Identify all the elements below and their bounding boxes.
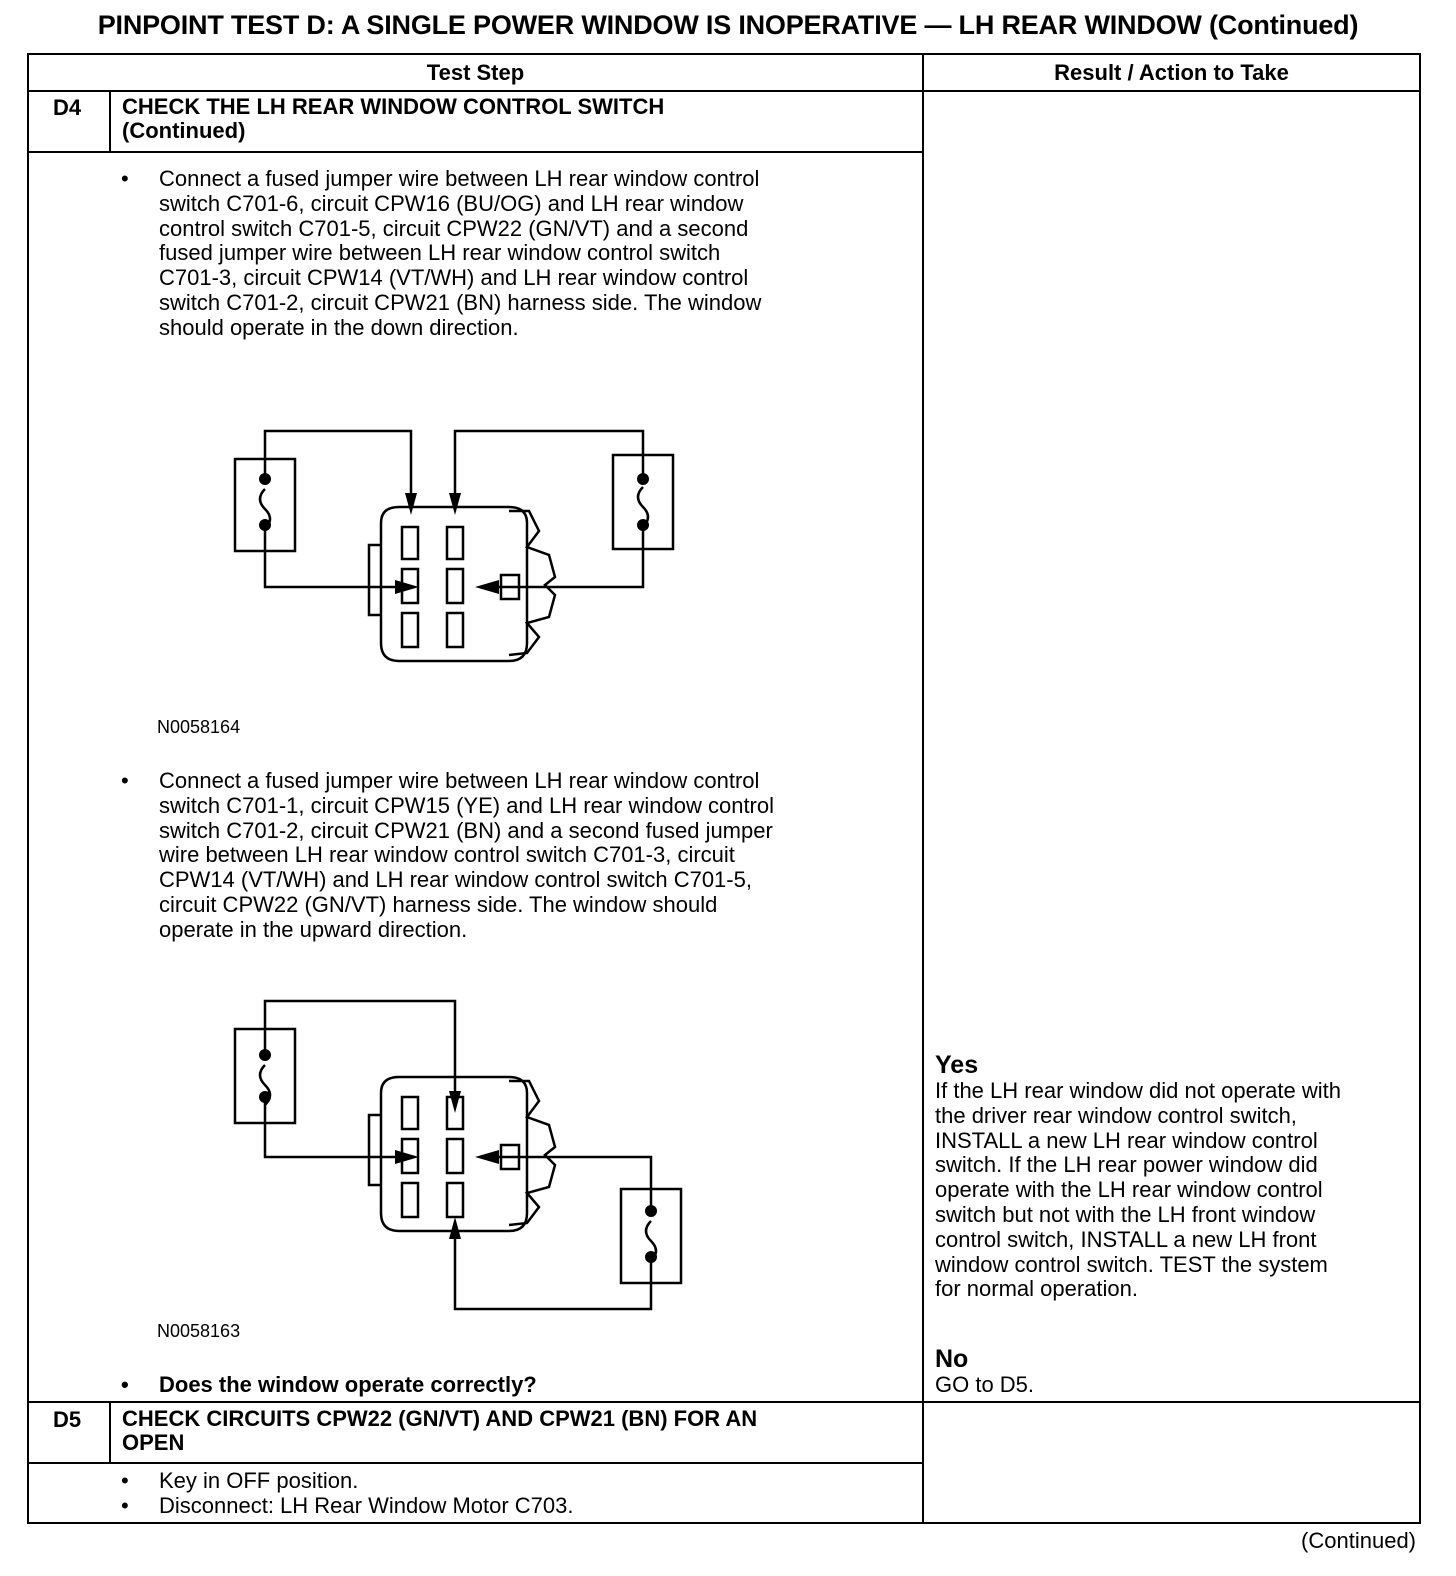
- d5-bullet-2: • Disconnect: LH Rear Window Motor C703.: [121, 1493, 574, 1518]
- bullet-marker: •: [121, 1372, 129, 1397]
- d5-title-divider: [29, 1462, 922, 1464]
- pinpoint-test-table: [27, 53, 1421, 1524]
- probe-arrow: [449, 1091, 461, 1113]
- id-column-divider: [109, 1402, 111, 1463]
- d4-title-divider: [29, 151, 922, 153]
- d4-result-yes: Yes If the LH rear window did not operate with the driver rear window control switch, INSTALL a new LH rear window control switch. If the LH rear power window did operate with the LH rear window control switch but not with the LH front window control switch, INSTALL a new LH front window control switch. TEST the system for normal operation.: [935, 1051, 1342, 1302]
- wiring-diagram-up: [209, 995, 709, 1315]
- figure-id-1: N0058164: [157, 717, 241, 737]
- wiring-diagram-down: [209, 415, 709, 675]
- column-divider: [922, 55, 924, 1522]
- d4-bullet-2: • Connect a fused jumper wire between LH rear window control switch C701-1, circuit CPW15 (YE) and LH rear window control switch C701-2, circuit CPW21 (BN) and a second fused jumper wire between LH rear window control switch C701-3, circuit CPW14 (VT/WH) and LH rear window control switch C701-5, circuit CPW22 (GN/VT) harness side. The window should operate in the upward direction.: [121, 768, 775, 942]
- jumper-wire: [265, 525, 409, 587]
- yes-label: Yes: [935, 1051, 979, 1079]
- continued-footer: (Continued): [1301, 1528, 1416, 1553]
- probe-arrow: [395, 580, 419, 594]
- jumper-wire: [489, 525, 643, 587]
- step-title-d5: CHECK CIRCUITS CPW22 (GN/VT) AND CPW21 (BN) FOR AN OPEN: [122, 1406, 758, 1455]
- probe-arrow: [475, 580, 499, 594]
- jumper-wire: [455, 431, 643, 497]
- step-title-d4: CHECK THE LH REAR WINDOW CONTROL SWITCH (Continued): [122, 94, 665, 143]
- probe-arrow: [475, 1150, 499, 1164]
- jumper-wire: [265, 431, 411, 497]
- d5-row-divider: [29, 1401, 1419, 1403]
- d4-bullet-1: • Connect a fused jumper wire between LH rear window control switch C701-6, circuit CPW16 (BU/OG) and LH rear window control switch C701-5, circuit CPW22 (GN/VT) and a second fused jumper wire between LH rear window control switch C701-3, circuit CPW14 (VT/WH) and LH rear window control switch C701-2, circuit CPW21 (BN) harness side. The window should operate in the down direction.: [121, 166, 762, 340]
- d4-result-no: [935, 1345, 1034, 1398]
- page-title: PINPOINT TEST D: A SINGLE POWER WINDOW IS INOPERATIVE — LH REAR WINDOW (Continued): [97, 10, 1359, 40]
- probe-arrow: [405, 493, 417, 515]
- probe-arrow: [449, 493, 461, 515]
- no-action: GO to D5.: [935, 1372, 1035, 1397]
- bullet-marker: •: [121, 1493, 129, 1518]
- step-id-d5: D5: [53, 1407, 82, 1432]
- jumper-wire: [265, 1097, 409, 1157]
- figure-id-2: N0058163: [157, 1321, 241, 1341]
- d4-question: • Does the window operate correctly?: [121, 1372, 537, 1397]
- probe-arrow: [449, 1217, 461, 1239]
- jumper-wire: [489, 1157, 651, 1211]
- bullet-marker: •: [121, 1468, 129, 1493]
- bullet-marker: •: [121, 768, 129, 793]
- id-column-divider: [109, 91, 111, 152]
- probe-arrow: [395, 1150, 419, 1164]
- d5-bullet-1: • Key in OFF position.: [121, 1468, 359, 1493]
- no-label: No: [935, 1345, 969, 1373]
- bullet-marker: •: [121, 166, 129, 191]
- header-test-step: Test Step: [426, 60, 525, 85]
- header-result: Result / Action to Take: [1054, 60, 1289, 85]
- step-id-d4: D4: [53, 95, 82, 120]
